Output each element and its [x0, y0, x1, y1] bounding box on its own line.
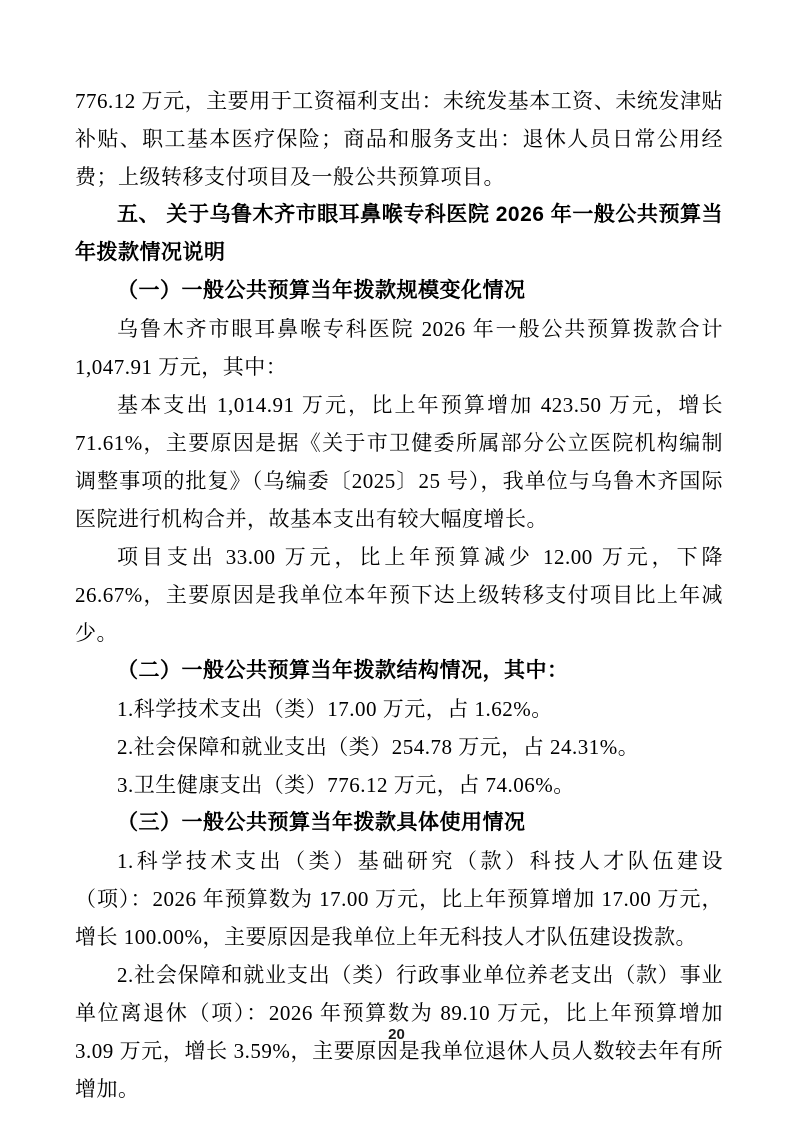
page-number: 20 [388, 1026, 405, 1043]
body-paragraph: 2.社会保障和就业支出（类）行政事业单位养老支出（款）事业单位离退休（项）：2026 年预算数为 89.10 万元，比上年预算增加 3.09 万元，增长 3.59%，主要原因是我单位退休人员人数较去年有所增加。 [75, 963, 723, 1101]
body-paragraph: 3.卫生健康支出（类）776.12 万元，占 74.06%。 [117, 773, 575, 797]
section-heading: （三）一般公共预算当年拨款具体使用情况 [117, 811, 526, 834]
body-paragraph: 2.社会保障和就业支出（类）254.78 万元，占 24.31%。 [117, 735, 640, 759]
body-paragraph: 基本支出 1,014.91 万元，比上年预算增加 423.50 万元，增长 71.61%，主要原因是据《关于市卫健委所属部分公立医院机构编制调整事项的批复》（乌编委〔2025〕25 号），我单位与乌鲁木齐国际医院进行机构合并，故基本支出有较大幅度增长。 [75, 393, 723, 531]
body-paragraph: 776.12 万元，主要用于工资福利支出：未统发基本工资、未统发津贴补贴、职工基本医疗保险；商品和服务支出：退休人员日常公用经费；上级转移支付项目及一般公共预算项目。 [75, 89, 723, 189]
body-paragraph: 乌鲁木齐市眼耳鼻喉专科医院 2026 年一般公共预算拨款合计 1,047.91 万元，其中： [75, 317, 723, 379]
body-paragraph: 1.科学技术支出（类）17.00 万元，占 1.62%。 [117, 697, 553, 721]
body-paragraph: 项目支出 33.00 万元，比上年预算减少 12.00 万元，下降 26.67%，主要原因是我单位本年预下达上级转移支付项目比上年减少。 [75, 545, 723, 645]
section-heading: （二）一般公共预算当年拨款结构情况，其中： [117, 659, 569, 682]
section-heading: 五、 关于乌鲁木齐市眼耳鼻喉专科医院 2026 年一般公共预算当年拨款情况说明 [75, 203, 723, 264]
document-body [75, 82, 723, 1108]
body-paragraph: 1.科学技术支出（类）基础研究（款）科技人才队伍建设（项）：2026 年预算数为 17.00 万元，比上年预算增加 17.00 万元，增长 100.00%，主要原因是我单位上年无科技人才队伍建设拨款。 [75, 849, 723, 949]
section-heading: （一）一般公共预算当年拨款规模变化情况 [117, 279, 526, 302]
